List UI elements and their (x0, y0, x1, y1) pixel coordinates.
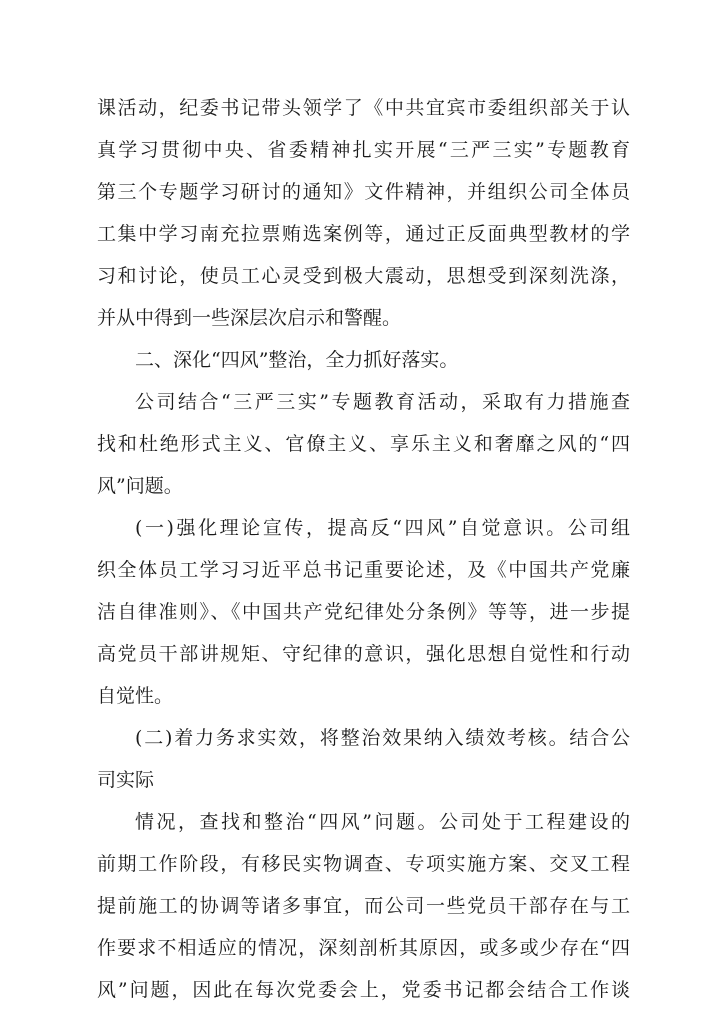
text-line: 司实际 (97, 769, 155, 791)
text-line: 真学习贯彻中央、省委精神扎实开展“三严三实”专题教育 (97, 139, 630, 161)
text-line: 情况，查找和整治“四风”问题。公司处于工程建设的 (135, 811, 630, 833)
text-line: 第三个专题学习研讨的通知》文件精神，并组织公司全体员 (97, 181, 630, 203)
text-line: 课活动，纪委书记带头领学了《中共宜宾市委组织部关于认 (97, 97, 630, 119)
text-line: (二)着力务求实效，将整治效果纳入绩效考核。结合公 (135, 727, 630, 749)
section-heading: 二、深化“四风”整治，全力抓好落实。 (135, 349, 459, 371)
text-line: 洁自律准则》、《中国共产党纪律处分条例》等等，进一步提 (97, 601, 630, 623)
text-line: 自觉性。 (97, 685, 174, 707)
text-line: (一)强化理论宣传，提高反“四风”自觉意识。公司组 (135, 517, 630, 539)
text-line: 前期工作阶段，有移民实物调查、专项实施方案、交叉工程 (97, 853, 630, 875)
text-line: 织全体员工学习习近平总书记重要论述，及《中国共产党廉 (97, 559, 630, 581)
text-line: 并从中得到一些深层次启示和警醒。 (97, 307, 402, 329)
text-line: 找和杜绝形式主义、官僚主义、享乐主义和奢靡之风的“四 (97, 433, 630, 455)
text-line: 公司结合“三严三实”专题教育活动，采取有力措施查 (135, 391, 630, 413)
text-line: 风”问题。 (97, 475, 183, 497)
text-line: 习和讨论，使员工心灵受到极大震动，思想受到深刻洗涤， (97, 265, 630, 287)
text-line: 工集中学习南充拉票贿选案例等，通过正反面典型教材的学 (97, 223, 630, 245)
text-line: 高党员干部讲规矩、守纪律的意识，强化思想自觉性和行动 (97, 643, 630, 665)
text-line: 提前施工的协调等诸多事宜，而公司一些党员干部存在与工 (97, 895, 630, 917)
text-line: 风”问题，因此在每次党委会上，党委书记都会结合工作谈 (97, 979, 630, 1001)
text-line: 作要求不相适应的情况，深刻剖析其原因，或多或少存在“四 (97, 937, 630, 959)
document-body (97, 87, 630, 1011)
